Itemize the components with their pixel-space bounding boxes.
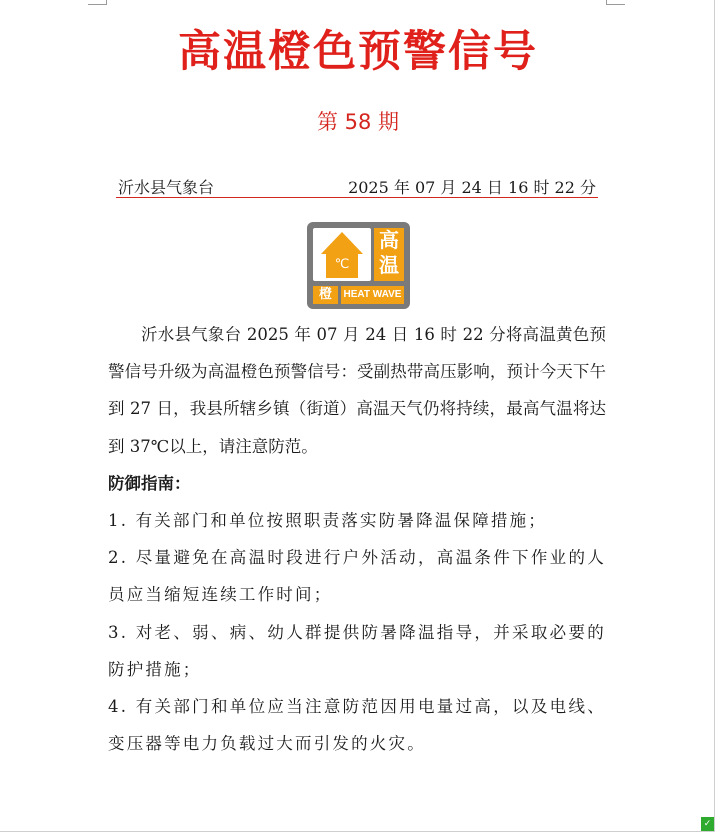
issuer-organization: 沂水县气象台	[118, 178, 215, 197]
page-corner-mark	[88, 0, 107, 5]
roof-shape	[321, 232, 363, 254]
badge-level: 橙	[313, 286, 338, 304]
heat-wave-orange-warning-icon	[307, 222, 410, 309]
issuer-line	[116, 173, 598, 198]
issue-number: 第 58 期	[316, 110, 400, 134]
badge-word-line1: 高	[379, 228, 399, 252]
guide-item: 2. 尽量避免在高温时段进行户外活动，高温条件下作业的人员应当缩短连续工作时间；	[108, 548, 606, 605]
badge-word	[374, 228, 404, 281]
guide-item: 4. 有关部门和单位应当注意防范因用电量过高，以及电线、变压器等电力负载过大而引发的火灾。	[108, 697, 606, 754]
temperature-symbol: ℃	[326, 252, 358, 278]
thermometer-house-icon	[313, 228, 371, 281]
issued-time: 2025 年 07 月 24 日 16 时 22 分	[348, 178, 596, 197]
page-corner-mark	[606, 0, 625, 5]
page-title: 高温橙色预警信号	[178, 27, 538, 77]
badge-word-line2: 温	[379, 253, 399, 277]
guide-heading: 防御指南：	[108, 473, 191, 493]
guide-item: 1. 有关部门和单位按照职责落实防暑降温保障措施；	[108, 511, 547, 531]
guide-item: 3. 对老、弱、病、幼人群提供防暑降温指导，并采取必要的防护措施；	[108, 622, 606, 679]
warning-paragraph: 沂水县气象台 2025 年 07 月 24 日 16 时 22 分将高温黄色预警信号升级为高温橙色预警信号：受副热带高压影响，预计今天下午到 27 日，我县所辖乡镇（街道）高温天气仍将持续，最高气温将达到 37℃以上，请注意防范。	[108, 325, 606, 456]
status-corner-icon[interactable]: ✓	[701, 817, 714, 831]
document-body	[108, 316, 606, 762]
badge-label: HEAT WAVE	[341, 286, 404, 304]
